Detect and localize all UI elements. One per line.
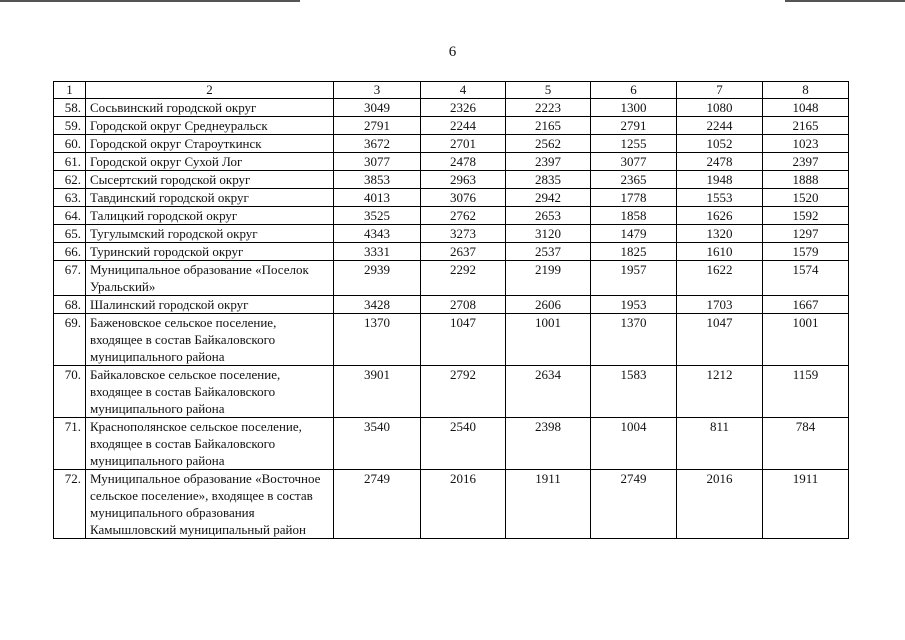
data-table — [53, 81, 849, 539]
value-cell-col-6: 1370 — [591, 314, 677, 366]
row-number-cell: 60. — [54, 135, 86, 153]
value-cell-col-5: 1911 — [506, 470, 591, 539]
value-cell-col-7: 1320 — [677, 225, 763, 243]
municipality-name-cell: Туринский городской округ — [86, 243, 334, 261]
value-cell-col-6: 2749 — [591, 470, 677, 539]
value-cell-col-7: 811 — [677, 418, 763, 470]
value-cell-col-6: 1004 — [591, 418, 677, 470]
value-cell-col-8: 1520 — [763, 189, 849, 207]
value-cell-col-3: 3428 — [334, 296, 421, 314]
value-cell-col-7: 1703 — [677, 296, 763, 314]
row-number-cell: 71. — [54, 418, 86, 470]
value-cell-col-5: 2397 — [506, 153, 591, 171]
municipality-name-cell: Муниципальное образование «Поселок Уральский» — [86, 261, 334, 296]
value-cell-col-6: 1778 — [591, 189, 677, 207]
table-row — [54, 296, 849, 314]
value-cell-col-3: 1370 — [334, 314, 421, 366]
value-cell-col-3: 2749 — [334, 470, 421, 539]
value-cell-col-4: 3273 — [421, 225, 506, 243]
value-cell-col-4: 2792 — [421, 366, 506, 418]
row-number-cell: 62. — [54, 171, 86, 189]
municipality-name-cell: Шалинский городской округ — [86, 296, 334, 314]
value-cell-col-7: 2016 — [677, 470, 763, 539]
value-cell-col-7: 1948 — [677, 171, 763, 189]
value-cell-col-4: 2326 — [421, 99, 506, 117]
page-number: 6 — [448, 44, 457, 60]
municipality-name-cell: Сосьвинский городской округ — [86, 99, 334, 117]
header-cell: 8 — [763, 82, 849, 99]
table-row — [54, 243, 849, 261]
row-number-cell: 70. — [54, 366, 86, 418]
value-cell-col-7: 1622 — [677, 261, 763, 296]
value-cell-col-5: 2398 — [506, 418, 591, 470]
value-cell-col-3: 3672 — [334, 135, 421, 153]
value-cell-col-5: 2562 — [506, 135, 591, 153]
table-row — [54, 261, 849, 296]
scan-edge-rule-right — [785, 0, 905, 2]
value-cell-col-8: 784 — [763, 418, 849, 470]
value-cell-col-8: 1297 — [763, 225, 849, 243]
value-cell-col-8: 1592 — [763, 207, 849, 225]
table-row — [54, 117, 849, 135]
value-cell-col-6: 1583 — [591, 366, 677, 418]
value-cell-col-5: 3120 — [506, 225, 591, 243]
value-cell-col-7: 1626 — [677, 207, 763, 225]
value-cell-col-7: 1212 — [677, 366, 763, 418]
table-row — [54, 314, 849, 366]
value-cell-col-8: 1048 — [763, 99, 849, 117]
value-cell-col-3: 3901 — [334, 366, 421, 418]
municipality-name-cell: Баженовское сельское поселение, входящее в состав Байкаловского муниципального района — [86, 314, 334, 366]
value-cell-col-6: 3077 — [591, 153, 677, 171]
value-cell-col-7: 2478 — [677, 153, 763, 171]
value-cell-col-7: 1610 — [677, 243, 763, 261]
value-cell-col-4: 2292 — [421, 261, 506, 296]
value-cell-col-6: 2791 — [591, 117, 677, 135]
value-cell-col-8: 1667 — [763, 296, 849, 314]
value-cell-col-7: 2244 — [677, 117, 763, 135]
value-cell-col-5: 2634 — [506, 366, 591, 418]
value-cell-col-6: 1255 — [591, 135, 677, 153]
table-row — [54, 189, 849, 207]
value-cell-col-8: 2165 — [763, 117, 849, 135]
value-cell-col-3: 4343 — [334, 225, 421, 243]
row-number-cell: 61. — [54, 153, 86, 171]
table-row — [54, 470, 849, 539]
value-cell-col-4: 2963 — [421, 171, 506, 189]
value-cell-col-5: 1001 — [506, 314, 591, 366]
value-cell-col-4: 2540 — [421, 418, 506, 470]
value-cell-col-6: 1479 — [591, 225, 677, 243]
row-number-cell: 68. — [54, 296, 86, 314]
value-cell-col-3: 3077 — [334, 153, 421, 171]
row-number-cell: 72. — [54, 470, 86, 539]
header-cell: 1 — [54, 82, 86, 99]
value-cell-col-4: 2708 — [421, 296, 506, 314]
value-cell-col-6: 2365 — [591, 171, 677, 189]
value-cell-col-7: 1047 — [677, 314, 763, 366]
value-cell-col-5: 2653 — [506, 207, 591, 225]
header-cell: 7 — [677, 82, 763, 99]
value-cell-col-4: 2637 — [421, 243, 506, 261]
table-row — [54, 366, 849, 418]
row-number-cell: 58. — [54, 99, 86, 117]
value-cell-col-5: 2606 — [506, 296, 591, 314]
value-cell-col-6: 1953 — [591, 296, 677, 314]
value-cell-col-5: 2835 — [506, 171, 591, 189]
table-row — [54, 135, 849, 153]
row-number-cell: 59. — [54, 117, 86, 135]
value-cell-col-3: 4013 — [334, 189, 421, 207]
value-cell-col-8: 2397 — [763, 153, 849, 171]
value-cell-col-3: 3540 — [334, 418, 421, 470]
value-cell-col-4: 2244 — [421, 117, 506, 135]
value-cell-col-7: 1080 — [677, 99, 763, 117]
value-cell-col-3: 3525 — [334, 207, 421, 225]
value-cell-col-6: 1858 — [591, 207, 677, 225]
value-cell-col-4: 2016 — [421, 470, 506, 539]
value-cell-col-4: 1047 — [421, 314, 506, 366]
value-cell-col-5: 2537 — [506, 243, 591, 261]
header-cell: 6 — [591, 82, 677, 99]
header-cell: 3 — [334, 82, 421, 99]
row-number-cell: 69. — [54, 314, 86, 366]
row-number-cell: 64. — [54, 207, 86, 225]
value-cell-col-3: 2939 — [334, 261, 421, 296]
municipality-name-cell: Талицкий городской округ — [86, 207, 334, 225]
municipality-name-cell: Муниципальное образование «Восточное сельское поселение», входящее в состав муниципального образования Камышловский муниципальный район — [86, 470, 334, 539]
table-row — [54, 153, 849, 171]
value-cell-col-6: 1957 — [591, 261, 677, 296]
value-cell-col-8: 1574 — [763, 261, 849, 296]
value-cell-col-6: 1300 — [591, 99, 677, 117]
value-cell-col-5: 2165 — [506, 117, 591, 135]
table-row — [54, 418, 849, 470]
table-row — [54, 171, 849, 189]
municipality-name-cell: Тавдинский городской округ — [86, 189, 334, 207]
row-number-cell: 66. — [54, 243, 86, 261]
value-cell-col-6: 1825 — [591, 243, 677, 261]
municipality-name-cell: Городской округ Староуткинск — [86, 135, 334, 153]
row-number-cell: 63. — [54, 189, 86, 207]
value-cell-col-7: 1553 — [677, 189, 763, 207]
table-row — [54, 225, 849, 243]
value-cell-col-4: 2701 — [421, 135, 506, 153]
value-cell-col-3: 3853 — [334, 171, 421, 189]
value-cell-col-7: 1052 — [677, 135, 763, 153]
header-row — [54, 82, 849, 99]
municipality-name-cell: Городской округ Среднеуральск — [86, 117, 334, 135]
table-row — [54, 99, 849, 117]
header-cell: 4 — [421, 82, 506, 99]
row-number-cell: 67. — [54, 261, 86, 296]
value-cell-col-8: 1159 — [763, 366, 849, 418]
value-cell-col-8: 1911 — [763, 470, 849, 539]
value-cell-col-8: 1888 — [763, 171, 849, 189]
value-cell-col-3: 2791 — [334, 117, 421, 135]
value-cell-col-4: 3076 — [421, 189, 506, 207]
table-row — [54, 207, 849, 225]
value-cell-col-3: 3331 — [334, 243, 421, 261]
value-cell-col-3: 3049 — [334, 99, 421, 117]
value-cell-col-5: 2223 — [506, 99, 591, 117]
value-cell-col-8: 1001 — [763, 314, 849, 366]
value-cell-col-8: 1579 — [763, 243, 849, 261]
municipality-name-cell: Тугулымский городской округ — [86, 225, 334, 243]
header-cell: 5 — [506, 82, 591, 99]
value-cell-col-5: 2199 — [506, 261, 591, 296]
value-cell-col-5: 2942 — [506, 189, 591, 207]
table-body — [54, 82, 849, 539]
municipality-name-cell: Байкаловское сельское поселение, входящее в состав Байкаловского муниципального района — [86, 366, 334, 418]
municipality-name-cell: Краснополянское сельское поселение, входящее в состав Байкаловского муниципального района — [86, 418, 334, 470]
header-cell: 2 — [86, 82, 334, 99]
row-number-cell: 65. — [54, 225, 86, 243]
value-cell-col-4: 2762 — [421, 207, 506, 225]
value-cell-col-8: 1023 — [763, 135, 849, 153]
value-cell-col-4: 2478 — [421, 153, 506, 171]
municipality-name-cell: Сысертский городской округ — [86, 171, 334, 189]
municipality-name-cell: Городской округ Сухой Лог — [86, 153, 334, 171]
scan-edge-rule-left — [0, 0, 300, 2]
